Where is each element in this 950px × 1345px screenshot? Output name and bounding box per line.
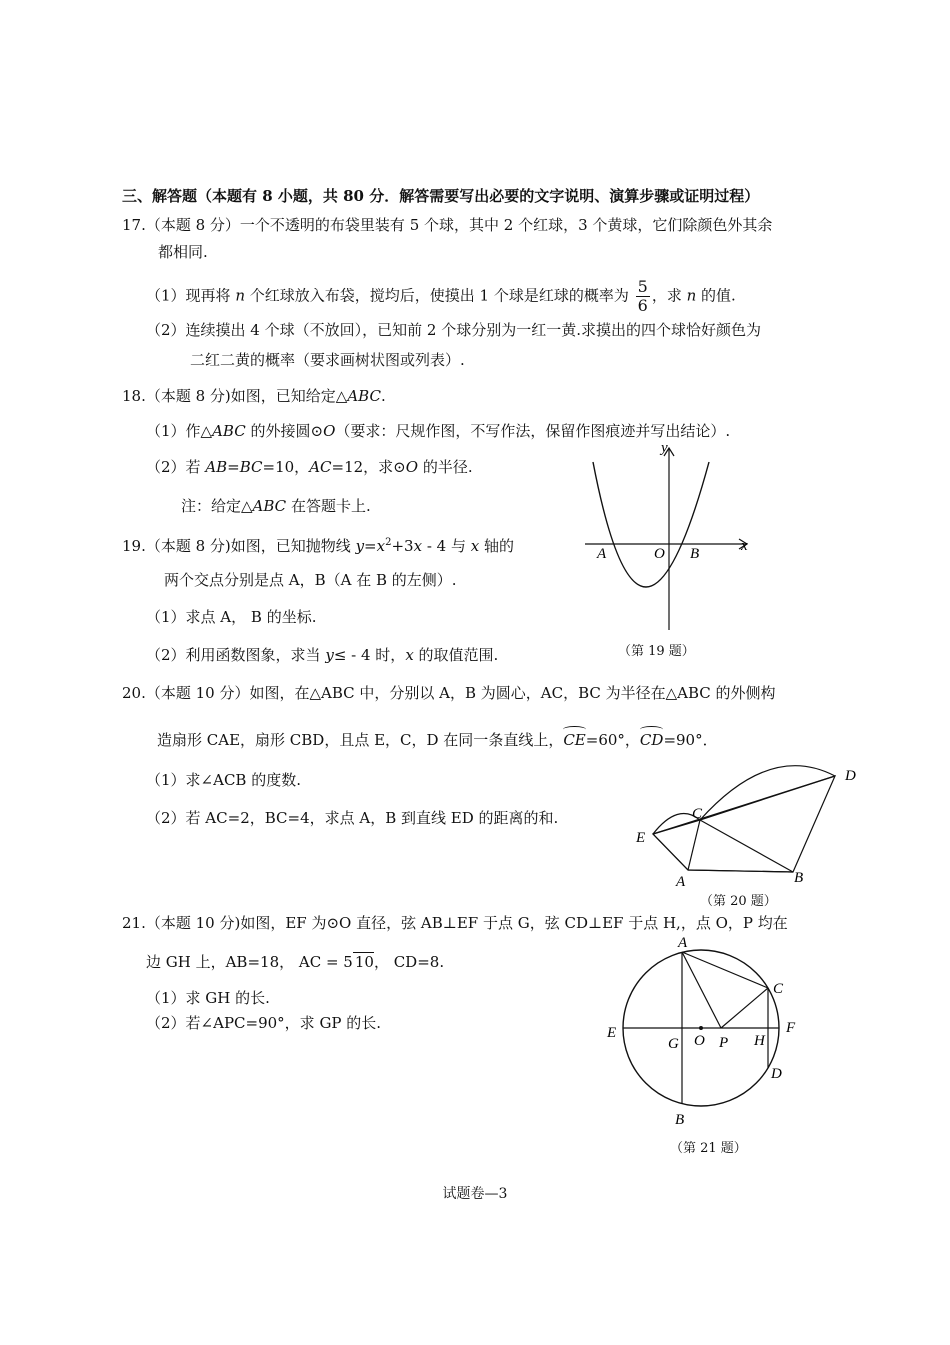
- segment-PC: [721, 988, 768, 1028]
- fig21-label-O: O: [694, 1033, 705, 1049]
- fig21-label-A: A: [678, 935, 688, 951]
- line-ED: [653, 776, 835, 834]
- fig21-label-B: B: [675, 1112, 685, 1128]
- q19-line2: 两个交点分别是点 A，B（A 在 B 的左侧）.: [164, 571, 457, 589]
- q17-line1: 17.（本题 8 分）一个不透明的布袋里装有 5 个球，其中 2 个红球，3 个黄球，它们除颜色外其余: [122, 216, 773, 234]
- q21-part2: （2）若∠APC=90°，求 GP 的长.: [146, 1014, 382, 1032]
- arc-CD-curve: [700, 766, 835, 820]
- segment-AB: [688, 870, 793, 872]
- fig19-label-x: x: [741, 538, 748, 554]
- fig20-label-E: E: [636, 830, 646, 846]
- segment-CA: [688, 820, 700, 870]
- q21-circle-figure: [600, 935, 820, 1135]
- q17-fraction: $\frac{5}{6}$: [637, 277, 648, 315]
- fig21-label-F: F: [786, 1020, 796, 1036]
- q17-part2-line1: （2）连续摸出 4 个球（不放回），已知前 2 个球分别为一红一黄.求摸出的四个球恰好颜色为: [146, 321, 761, 339]
- sqrt-10: 10: [354, 953, 374, 971]
- q18-part2: （2）若 AB=BC=10，AC=12，求⊙O 的半径.: [146, 458, 473, 476]
- fig19-label-B: B: [690, 546, 700, 562]
- q17-line2: 都相同.: [158, 243, 208, 261]
- fig19-label-O: O: [654, 546, 665, 562]
- q19-part2: （2）利用函数图象，求当 y≤ - 4 时，x 的取值范围.: [146, 646, 499, 664]
- parabola-curve: [593, 462, 709, 587]
- q21-caption: （第 21 题）: [670, 1141, 747, 1156]
- outline-ECDBA: [653, 776, 835, 872]
- fig21-label-C: C: [773, 981, 784, 997]
- fig20-label-C: C: [692, 806, 703, 822]
- segment-CB: [700, 820, 793, 872]
- q19-line1: 19.（本题 8 分)如图，已知抛物线 $y=x^2+3x - 4$ 与 x 轴的: [122, 537, 514, 555]
- fig21-label-H: H: [754, 1033, 765, 1049]
- fig20-label-A: A: [676, 874, 686, 890]
- q21-line1: 21.（本题 10 分)如图，EF 为⊙O 直径，弦 AB⊥EF 于点 G，弦 CD⊥EF 于点 H,，点 O，P 均在: [122, 914, 788, 932]
- page-footer: 试题卷—3: [442, 1186, 508, 1202]
- q21-line2: 边 GH 上，AB=18， AC = 5 10， CD=8.: [146, 953, 445, 971]
- q19-caption: （第 19 题）: [618, 644, 695, 659]
- fig19-label-y: y: [661, 440, 668, 456]
- q20-part2: （2）若 AC=2，BC=4，求点 A，B 到直线 ED 的距离的和.: [146, 809, 559, 827]
- q20-line1: 20.（本题 10 分）如图，在△ABC 中，分别以 A，B 为圆心，AC，BC 为半径在△ABC 的外侧构: [122, 684, 776, 702]
- q19-part1: （1）求点 A， B 的坐标.: [146, 608, 317, 626]
- q18-line1: 18.（本题 8 分)如图，已知给定△ABC.: [122, 387, 386, 405]
- fig21-label-D: D: [771, 1066, 782, 1082]
- fig19-label-A: A: [597, 546, 607, 562]
- q21-part1: （1）求 GH 的长.: [146, 989, 270, 1007]
- fig21-label-P: P: [719, 1035, 729, 1051]
- center-O-dot: [699, 1026, 703, 1030]
- segment-AC: [682, 952, 768, 988]
- fig20-label-B: B: [794, 870, 804, 886]
- q19-parabola-figure: [575, 440, 755, 640]
- q20-caption: （第 20 题）: [700, 894, 777, 909]
- segment-EA: [653, 834, 688, 870]
- q17-part1: （1）现再将 n 个红球放入布袋，搅均后，使摸出 1 个球是红球的概率为 $\frac{5}{6}$ ，求 n 的值.: [146, 277, 736, 315]
- arc-CD: CD: [639, 731, 664, 749]
- q20-sector-figure: [630, 762, 870, 892]
- q18-part1: （1）作△ABC 的外接圆⊙O（要求：尺规作图，不写作法，保留作图痕迹并写出结论）.: [146, 422, 731, 440]
- q18-note: 注：给定△ABC 在答题卡上.: [181, 497, 371, 515]
- q17-part2-line2: 二红二黄的概率（要求画树状图或列表）.: [190, 351, 465, 369]
- q20-part1: （1）求∠ACB 的度数.: [146, 771, 301, 789]
- fig20-label-D: D: [845, 768, 856, 784]
- q20-line2: 造扇形 CAE，扇形 CBD，且点 E，C，D 在同一条直线上，CE=60°，CD=90°．: [157, 731, 718, 749]
- fig21-label-E: E: [607, 1025, 617, 1041]
- fig21-label-G: G: [668, 1036, 679, 1052]
- segment-AP: [682, 952, 721, 1028]
- section-header: 三、解答题（本题有 8 小题，共 80 分．解答需要写出必要的文字说明、演算步骤或证明过程）: [122, 187, 760, 205]
- arc-CE: CE: [563, 731, 586, 749]
